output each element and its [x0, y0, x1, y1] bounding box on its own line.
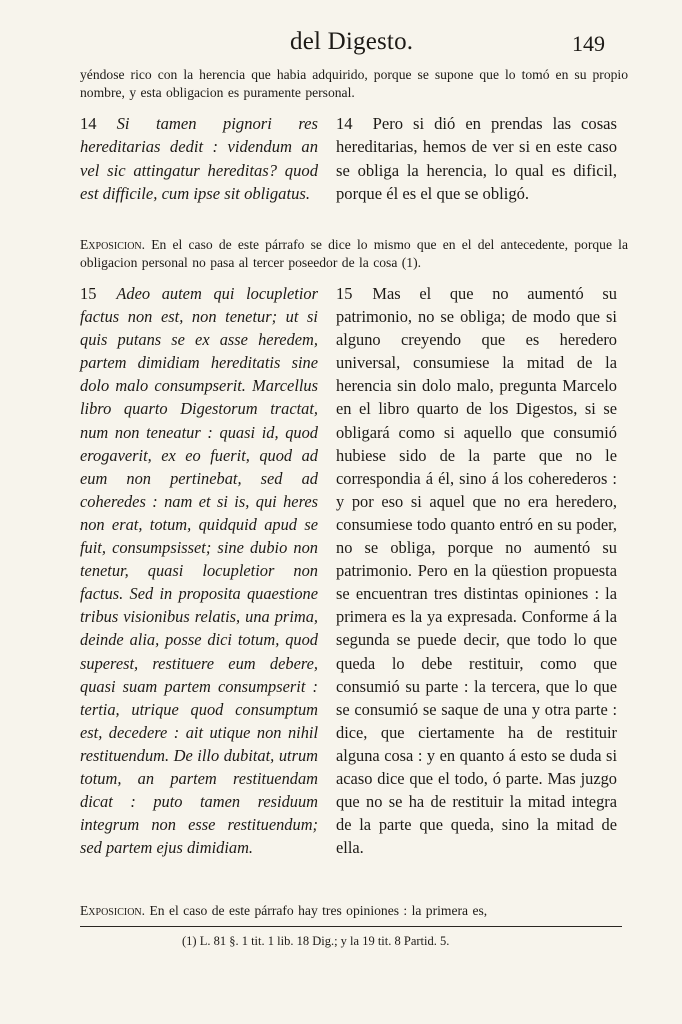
paragraph-number: 14 — [80, 114, 97, 133]
spanish-paragraph-15 — [336, 282, 617, 859]
exposicion-label: Exposicion. — [80, 903, 146, 918]
exposicion-paragraph-15 — [80, 902, 628, 920]
running-title: del Digesto. — [290, 28, 414, 55]
spanish-text: Mas el que no aumentó su patrimonio, no se obliga; de modo que si alguno creyendo que es heredero universal, consumiese la mitad de la herencia sin dolo malo, pregunta Marcelo en el libro quarto de los Digestos, si se obligará como si aquello que consumió hubiese sido de la parte que no le correspondia á él, sino á los coherederos : y por eso si aquel que no era heredero, consumiese todo quanto entró en su poder, no se obliga, porque no aumentó su patrimonio. Pero en la qüestion propuesta se encuentran tres distintas opiniones : la primera es la ya expresada. Conforme á la segunda se puede decir, que todo lo que queda lo debe restituir, como que consumió su parte : la tercera, que lo que se consumió se saque de una y otra parte : dice, que ciertamente ha de restituir alguna cosa : y en quanto á esto se duda si acaso dice que el todo, ó parte. Mas juzgo que no se ha de restituir la mitad integra de la parte que queda, sino la mitad de ella. — [336, 284, 617, 858]
exposicion-text: En el caso de este párrafo hay tres opiniones : la primera es, — [149, 903, 488, 918]
latin-paragraph-14 — [80, 112, 318, 205]
spanish-paragraph-14 — [336, 112, 617, 205]
paragraph-number: 14 — [336, 114, 353, 133]
footnote: (1) L. 81 §. 1 tit. 1 lib. 18 Dig.; y la 19 tit. 8 Partid. 5. — [182, 934, 450, 948]
latin-text: Si tamen pignori res hereditarias dedit : videndum an vel sic attingatur hereditas? quod est difficile, cum ipse sit obligatus. — [80, 114, 318, 203]
exposicion-paragraph-14 — [80, 236, 628, 271]
paragraph-number: 15 — [80, 284, 97, 303]
continuation-paragraph: yéndose rico con la herencia que habia adquirido, porque se supone que lo tomó en su propio nombre, y esta obligacion es puramente personal. — [80, 67, 628, 100]
exposicion-text: En el caso de este párrafo se dice lo mismo que en el del antecedente, porque la obligacion personal no pasa al tercer poseedor de la cosa (1). — [80, 237, 628, 270]
spanish-text: Pero si dió en prendas las cosas hereditarias, hemos de ver si en este caso se obliga la herencia, lo qual es dificil, porque él es el que se obligó. — [336, 114, 617, 203]
latin-text: Adeo autem qui locupletior factus non est, non tenetur; ut si quis putans se ex asse heredem, partem dimidiam hereditatis sine dolo malo consumpserit. Marcellus libro quarto Digestorum tractat, num non teneatur : quasi id, quod erogaverit, ex eo fuerit, quod ad eum non pertinebat, sed ad coheredes : nam et si is, qui heres non erat, totum, quidquid apud se fuit, consumpsisset; sine dubio non tenetur, quasi locupletior non factus. Sed in proposita quaestione tribus visionibus relatis, una prima, deinde alia, posse dici totum, quod superest, restituere eum debere, quasi suam partem consumpserit : tertia, utrique quod consumptum est, decedere : ait utique non nihil restituendum. De illo dubitat, utrum totum, an partem restituendam dicat : puto tamen residuum integrum non esse restituendum; sed partem ejus dimidiam. — [80, 284, 318, 858]
latin-paragraph-15 — [80, 282, 318, 859]
page-number: 149 — [572, 31, 605, 56]
footnote-divider — [80, 926, 622, 927]
paragraph-number: 15 — [336, 284, 353, 303]
exposicion-label: Exposicion. — [80, 237, 146, 252]
